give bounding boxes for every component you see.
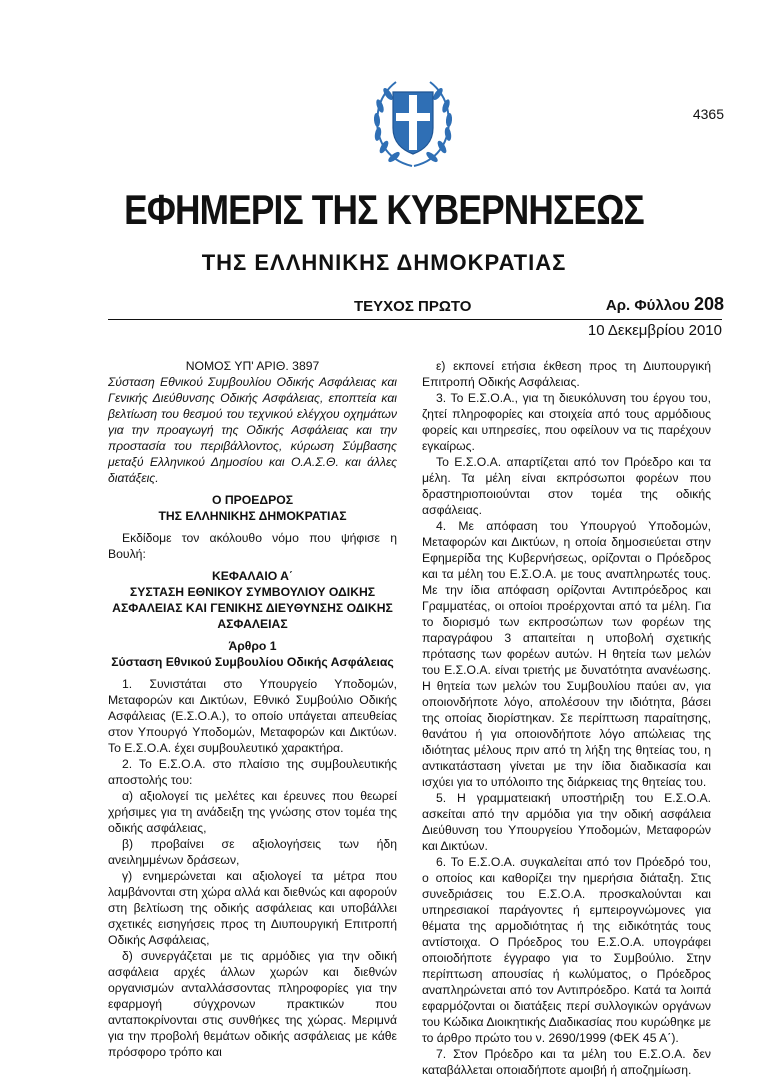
paragraph-1: 1. Συνιστάται στο Υπουργείο Υποδομών, Μεταφορών και Δικτύων, Εθνικό Συμβούλιο Οδικής Ασφάλειας (Ε.Σ.Ο.Α.), το οποίο υπάγεται απευθείας στον Υπουργό Υποδομών, Μεταφορών και Δικτύων. Το Ε.Σ.Ο.Α. έχει συμβουλευτικό χαρακτήρα.: [108, 677, 397, 755]
article-title: Σύσταση Εθνικού Συμβουλίου Οδικής Ασφάλειας: [111, 655, 394, 669]
greek-coat-of-arms-emblem: [368, 76, 458, 172]
chapter-label: ΚΕΦΑΛΑΙΟ Α΄: [212, 569, 293, 583]
paragraph-3: 3. Το Ε.Σ.Ο.Α., για τη διευκόλυνση του έργου του, ζητεί πληροφορίες και στοιχεία από τους αρμόδιους φορείς και υπηρεσίες, που οφείλουν να τις παρέχουν εγκαίρως.: [422, 391, 711, 453]
paragraph-4: 4. Με απόφαση του Υπουργού Υποδομών, Μεταφορών και Δικτύων, η οποία δημοσιεύεται στην Εφημερίδα της Κυβερνήσεως, ορίζονται ο Πρόεδρος και τα μέλη του Ε.Σ.Ο.Α. με τους αναπληρωτές τους. Με την ίδια απόφαση ορίζονται Αντιπρόεδρος και Γραμματέας, οι οποίοι προέρχονται από τα μέλη. Για το διορισμό των εκπροσώπων των φορέων της παραγράφου 3 απαιτείται η υποβολή σχετικής πρότασης των φορέων αυτών. Η θητεία των μελών του Ε.Σ.Ο.Α. είναι τριετής με δυνατότητα ανανέωσης. Η θητεία των μελών του Συμβουλίου παύει αν, για οποιονδήποτε λόγο, απολέσουν την ιδιότητα, βάσει της οποίας διορίστηκαν. Σε περίπτωση παραίτησης, θανάτου ή για οποιονδήποτε λόγο απώλειας της ιδιότητας μέλους πριν από τη λήξη της θητείας του, η αντικατάσταση γίνεται με την ίδια διαδικασία και ισχύει για το υπόλοιπο της διάρκειας της θητείας του.: [422, 519, 711, 789]
issue-date: 10 Δεκεμβρίου 2010: [587, 322, 722, 339]
issue-type: ΤΕΥΧΟΣ ΠΡΩΤΟ: [354, 298, 472, 315]
promulgation-text: Εκδίδομε τον ακόλουθο νόμο που ψήφισε η Βουλή:: [108, 531, 397, 561]
sheet-number: 208: [693, 294, 724, 314]
clause-c: γ) ενημερώνεται και αξιολογεί τα μέτρα που λαμβάνονται στη χώρα αλλά και διεθνώς και αφορούν στη βελτίωση της οδικής ασφάλειας και υποβάλλει σχετικές εισηγήσεις προς τη Διυπουργική Επιτροπή Οδικής Ασφάλειας,: [108, 869, 397, 947]
clause-a: α) αξιολογεί τις μελέτες και έρευνες που θεωρεί χρήσιμες για τη ανάδειξη της γνώσης στον τομέα της οδικής ασφάλειας,: [108, 789, 397, 835]
paragraph-6: 6. Το Ε.Σ.Ο.Α. συγκαλείται από τον Πρόεδρό του, ο οποίος και καθορίζει την ημερήσια διάταξη. Στις συνεδριάσεις του Ε.Σ.Ο.Α. προσκαλούνται και υπηρεσιακοί παράγοντες ή εμπειρογνώμονες για θέματα της αρμοδιότητας ή της ειδικότητάς τους αντίστοιχα. Ο Πρόεδρος του Ε.Σ.Ο.Α. υπογράφει οποιοδήποτε έγγραφο για το Συμβούλιο. Στην περίπτωση απουσίας ή κωλύματος, ο Πρόεδρος αναπληρώνεται από τον Αντιπρόεδρο. Κατά τα λοιπά εφαρμόζονται οι διατάξεις περί συλλογικών οργάνων του Κώδικα Διοικητικής Διαδικασίας που κυρώθηκε με το άρθρο πρώτο του ν. 2690/1999 (ΦΕΚ 45 Α΄).: [422, 855, 711, 1045]
paragraph-5: 5. Η γραμματειακή υποστήριξη του Ε.Σ.Ο.Α. ασκείται από την αρμόδια για την οδική ασφάλεια Διεύθυνση του Υπουργείου Υποδομών, Μεταφορών και Δικτύων.: [422, 791, 711, 853]
president-heading-line1: Ο ΠΡΟΕΔΡΟΣ: [211, 493, 294, 507]
chapter-title: ΣΥΣΤΑΣΗ ΕΘΝΙΚΟΥ ΣΥΜΒΟΥΛΙΟΥ ΟΔΙΚΗΣ ΑΣΦΑΛΕΙΑΣ ΚΑΙ ΓΕΝΙΚΗΣ ΔΙΕΥΘΥΝΣΗΣ ΟΔΙΚΗΣ ΑΣΦΑΛΕΙΑΣ: [112, 585, 393, 631]
page-number: 4365: [692, 106, 724, 122]
law-title: Σύσταση Εθνικού Συμβουλίου Οδικής Ασφάλειας και Γενικής Διεύθυνσης Οδικής Ασφάλειας, εποπτεία και βελτίωση του θεσμού του τεχνικού ελέγχου οχημάτων για την προαγωγή της Οδικής Ασφάλειας και την προστασία του περιβάλλοντος, κύρωση Σύμβασης μεταξύ Ελληνικού Δημοσίου και Ο.Α.Σ.Θ. και άλλες διατάξεις.: [108, 375, 397, 485]
paragraph-2: 2. Το Ε.Σ.Ο.Α. στο πλαίσιο της συμβουλευτικής αποστολής του:: [108, 757, 397, 787]
law-number: ΝΟΜΟΣ ΥΠ' ΑΡΙΘ. 3897: [185, 359, 320, 373]
president-heading-line2: ΤΗΣ ΕΛΛΗΝΙΚΗΣ ΔΗΜΟΚΡΑΤΙΑΣ: [158, 509, 347, 523]
header-rule: [108, 319, 722, 320]
newspaper-subtitle: ΤΗΣ ΕΛΛΗΝΙΚΗΣ ΔΗΜΟΚΡΑΤΙΑΣ: [201, 250, 567, 275]
article-label: Άρθρο 1: [228, 639, 277, 653]
newspaper-title: ΕΦΗΜΕΡΙΣ ΤΗΣ ΚΥΒΕΡΝΗΣΕΩΣ: [124, 186, 644, 233]
paragraph-7: 7. Στον Πρόεδρο και τα μέλη του Ε.Σ.Ο.Α. δεν καταβάλλεται οποιαδήποτε αμοιβή ή αποζημίωση.: [422, 1047, 711, 1077]
sheet-prefix: Αρ. Φύλλου: [605, 297, 690, 314]
clause-d: δ) συνεργάζεται με τις αρμόδιες για την οδική ασφάλεια αρχές άλλων χωρών και διεθνών οργανισμών ανταλλάσσοντας πληροφορίες για την εφαρμογή σύγχρονων πρακτικών που ανταποκρίνονται στις συνθήκες της χώρας. Μεριμνά για την προβολή θεμάτων οδικής ασφάλειας με κάθε πρόσφορο τρόπο και: [108, 949, 397, 1059]
clause-e: ε) εκπονεί ετήσια έκθεση προς τη Διυπουργική Επιτροπή Οδικής Ασφάλειας.: [422, 359, 711, 389]
left-column: [108, 358, 397, 1060]
sheet-number-label: [606, 294, 724, 315]
right-column: [422, 358, 711, 1078]
clause-b: β) προβαίνει σε αξιολογήσεις των ήδη ανειλημμένων δράσεων,: [108, 837, 397, 867]
paragraph-3-composition: Το Ε.Σ.Ο.Α. απαρτίζεται από τον Πρόεδρο και τα μέλη. Τα μέλη είναι εκπρόσωποι φορέων που δραστηριοποιούνται στον τομέα της οδικής ασφάλειας.: [422, 455, 711, 517]
